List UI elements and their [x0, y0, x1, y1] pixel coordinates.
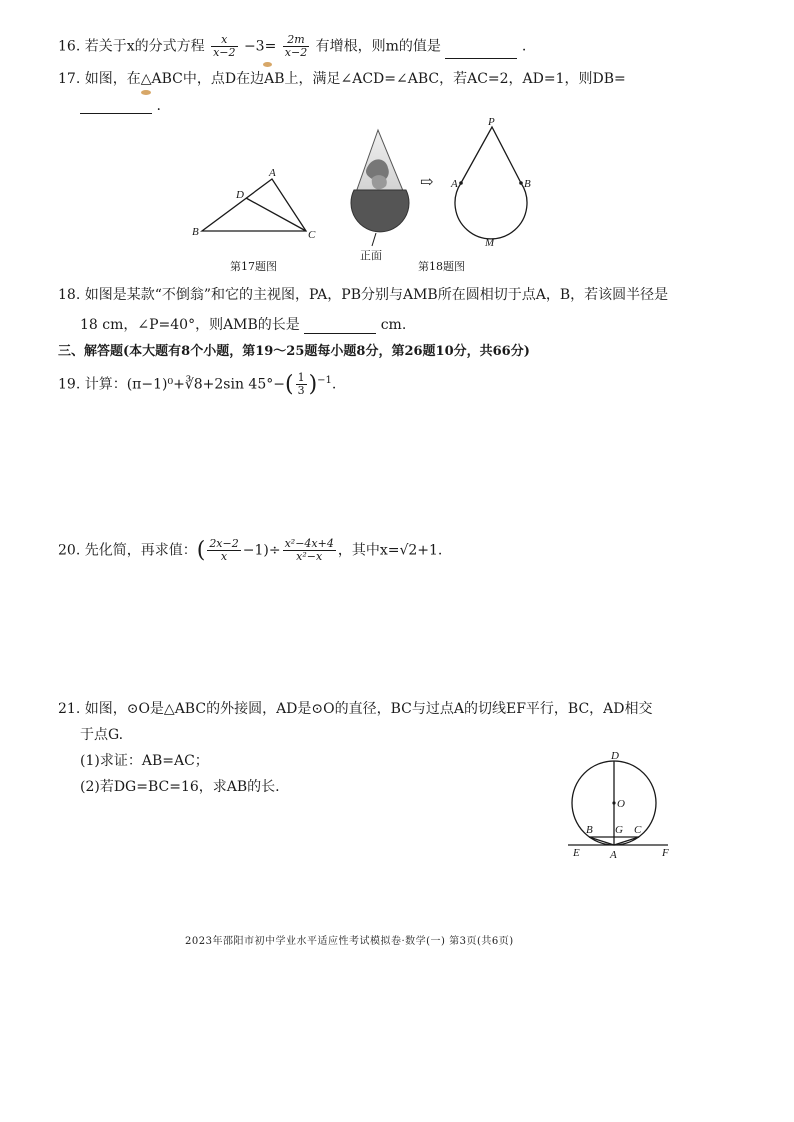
label-d: D: [611, 750, 619, 762]
figure-17-caption: 第17题图: [230, 260, 277, 273]
question-number: 19.: [58, 376, 81, 393]
label-f: F: [662, 847, 669, 859]
answer-blank[interactable]: [445, 44, 517, 59]
segment-cd: [246, 198, 306, 231]
label-a: A: [269, 167, 276, 179]
tangent-arc-shape: [455, 127, 527, 239]
label-c: C: [634, 824, 642, 836]
question-text: 若关于x的分式方程: [84, 38, 205, 55]
fraction: $\frac{2m}{x-2}$: [284, 33, 308, 59]
question-number: 17.: [58, 71, 81, 87]
front-pointer-line: [372, 233, 376, 246]
section-detail: (本大题有8个小题，第19～25题每小题8分，第26题10分，共66分): [123, 344, 530, 359]
question-text: 如图，在△ABC中，点D在边AB上，满足∠ACD=∠ABC，若AC=2，AD=1，则DB=: [84, 71, 626, 87]
right-arrow-icon: ⇨: [420, 172, 434, 191]
question-text: 如图是某款“不倒翁”和它的主视图，PA，PB分别与AMB所在圆相切于点A，B，若该圆半径是: [84, 287, 669, 303]
question-text: 先化简，再求值：: [84, 542, 197, 559]
question-18: [58, 284, 668, 304]
figure-18-diagram: [445, 115, 545, 250]
figure-18-tumbler: [350, 128, 430, 258]
tumbler-pattern: [372, 175, 387, 189]
fraction: $\frac{2x-2}{x}$: [209, 537, 239, 563]
question-20: 20. 先化简，再求值：( $\frac{2x-2}{x}$ −1)÷ $\frac{\text{x²−4x+4}}{\text{x²−x}}$ ，其中x=√2+1.: [58, 537, 443, 563]
label-e: E: [573, 847, 580, 859]
ink-smudge: [263, 62, 272, 67]
question-21-line2: 于点G.: [80, 727, 124, 743]
center-point: [612, 801, 615, 804]
label-g: G: [615, 824, 623, 836]
question-number: 18.: [58, 287, 81, 303]
label-o: O: [617, 798, 625, 810]
question-16: 16. 若关于x的分式方程 $\frac{x}{x-2}$ −3= $\frac{2m}{x-2}$ 有增根，则m的值是 .: [58, 33, 527, 59]
page-footer: 2023年邵阳市初中学业水平适应性考试模拟卷·数学(一) 第3页(共6页): [185, 936, 514, 947]
question-21-part2: (2)若DG=BC=16，求AB的长.: [80, 779, 280, 795]
answer-blank[interactable]: [80, 99, 152, 114]
label-a: A: [451, 178, 458, 190]
ink-smudge: [141, 90, 151, 95]
segment-ac: [614, 837, 639, 845]
section-title: 三、解答题: [58, 344, 124, 359]
paren-open: (: [284, 372, 294, 397]
paren-open: (: [196, 538, 206, 563]
label-b: B: [192, 226, 199, 238]
point-b: [519, 181, 523, 185]
question-18-line2: 18 cm，∠P=40°，则AMB的长是 cm.: [80, 317, 407, 333]
segment-ab: [589, 837, 614, 845]
label-a: A: [610, 849, 617, 861]
question-19: 19. 计算：(π−1)⁰+∛8+2sin 45°−( $\frac{1}{3}$ )$^{-1}$.: [58, 371, 337, 397]
fraction: $\frac{x}{x-2}$: [213, 33, 236, 59]
question-text: 如图，⊙O是△ABC的外接圆，AD是⊙O的直径，BC与过点A的切线EF平行，BC，AD相交: [84, 701, 653, 717]
question-number: 16.: [58, 38, 81, 55]
label-d: D: [236, 189, 244, 201]
fraction: $\frac{1}{3}$: [297, 371, 305, 397]
point-a: [459, 181, 463, 185]
question-21-part1: (1)求证：AB=AC；: [80, 753, 209, 769]
question-17-answer-line: .: [80, 98, 161, 114]
paren-close: ): [308, 372, 318, 397]
front-view-label: 正面: [360, 249, 382, 262]
figure-21: [560, 748, 680, 863]
question-17: [58, 68, 626, 88]
figure-17: [190, 165, 320, 245]
label-c: C: [308, 229, 316, 241]
label-p: P: [488, 116, 495, 128]
triangle-abc: [202, 179, 306, 231]
label-b: B: [586, 824, 593, 836]
question-number: 20.: [58, 542, 81, 559]
question-21: [58, 698, 653, 718]
tumbler-base: [351, 190, 409, 232]
label-m: M: [485, 237, 495, 249]
fraction: $\frac{\text{x²−4x+4}}{\text{x²−x}}$: [284, 537, 334, 563]
figure-18-caption: 第18题图: [418, 260, 465, 273]
section-heading: [58, 340, 530, 359]
answer-blank[interactable]: [304, 319, 376, 334]
question-number: 21.: [58, 701, 81, 717]
question-text: 计算：(π−1)⁰+∛8+2sin 45°−: [84, 376, 285, 393]
label-b: B: [524, 178, 531, 190]
